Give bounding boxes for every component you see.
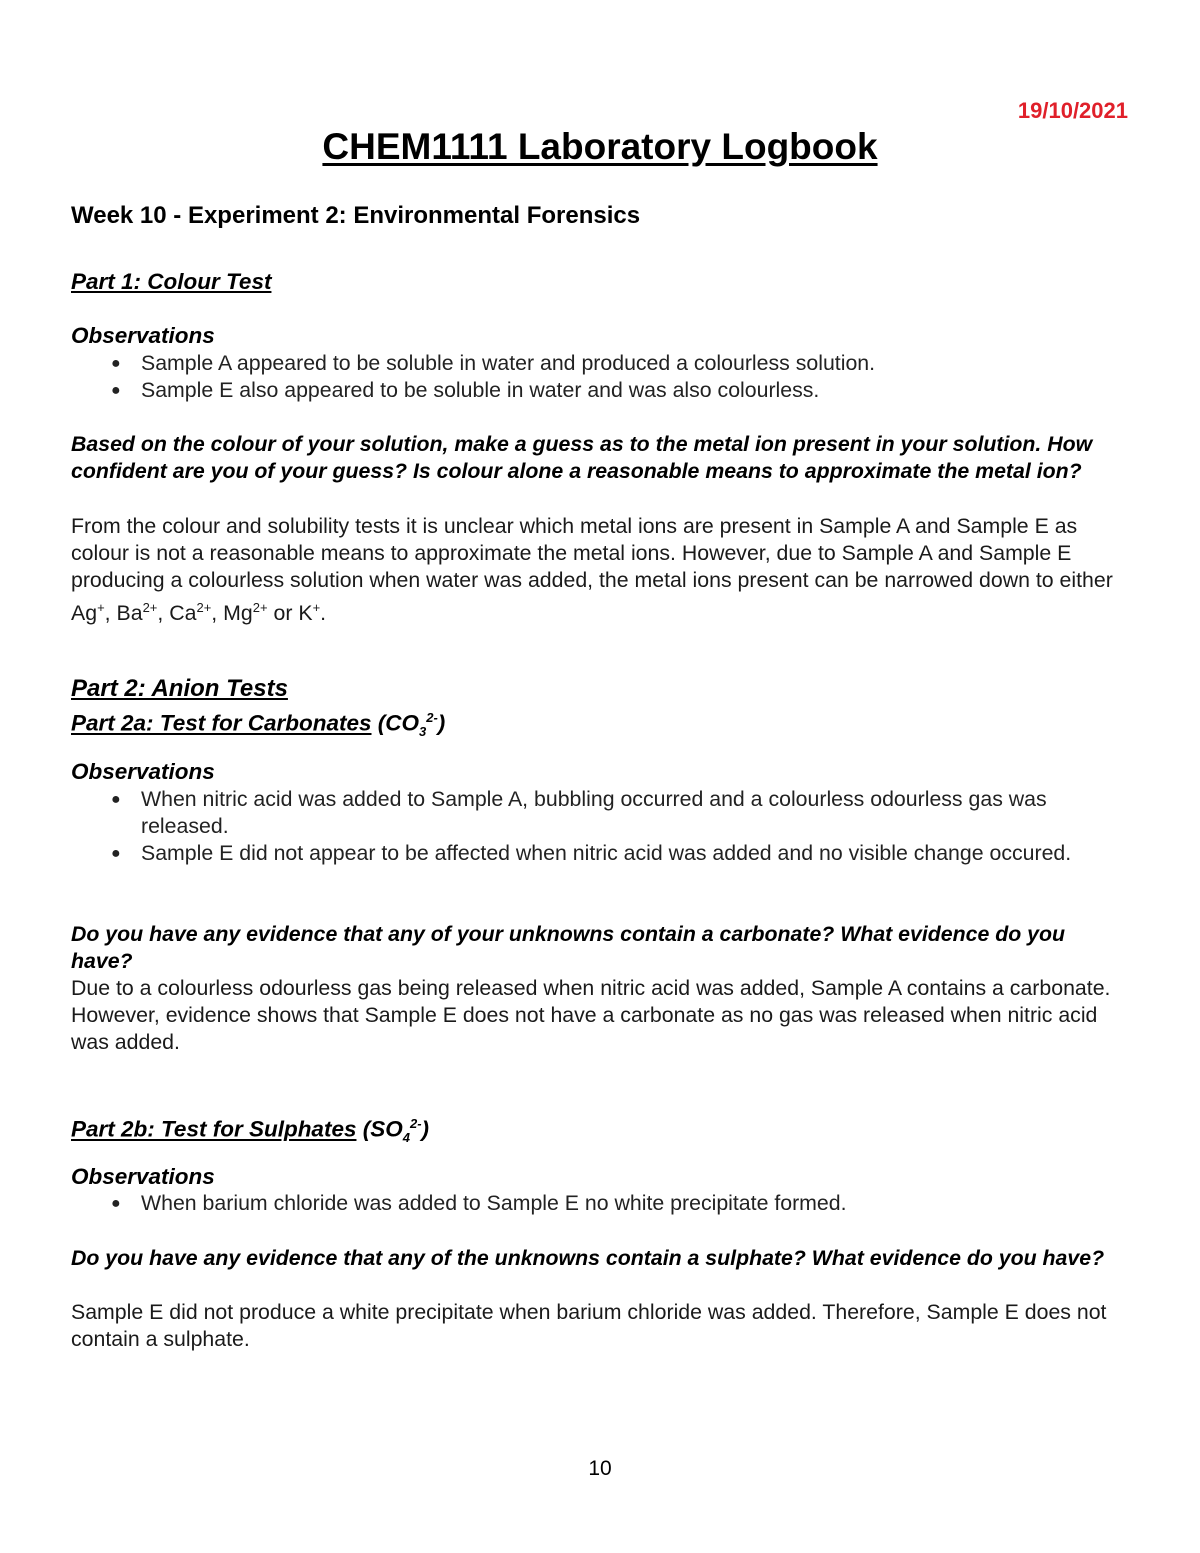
bullet-icon: ● — [111, 791, 121, 808]
part2a-observations-list — [71, 786, 1131, 867]
bullet-icon: ● — [111, 845, 121, 862]
part2b-answer: Sample E did not produce a white precipitate when barium chloride was added. Therefore, Sample E does not contain a sulphate. — [71, 1300, 1107, 1351]
part1-answer: From the colour and solubility tests it is unclear which metal ions are present in Sample A and Sample E as colour is not a reasonable means to approximate the metal ions. However, due to Sample A and Sample E producing a colourless solution when water was added, the metal ions present can be narrowed down to either Ag+, $Ba^{2+}$, $Ca^{2+}$, $Mg^{2+}$ or K+. — [71, 514, 1113, 626]
bullet-icon: ● — [111, 1195, 121, 1212]
part1-question: Based on the colour of your solution, make a guess as to the metal ion present in your solution. How confident are you of your guess? Is colour alone a reasonable means to approximate the metal ion? — [71, 432, 1093, 483]
list-item: ● When barium chloride was added to Sample E no white precipitate formed. — [111, 1191, 847, 1215]
bullet-icon: ● — [111, 382, 121, 399]
part2a-question: Do you have any evidence that any of your unknowns contain a carbonate? What evidence do you have? — [71, 922, 1066, 973]
list-item: ● Sample E also appeared to be soluble in water and was also colourless. — [111, 378, 820, 402]
part2a-answer: Due to a colourless odourless gas being released when nitric acid was added, Sample A contains a carbonate. However, evidence shows that Sample E does not have a carbonate as no gas was released when nitric acid was added. — [71, 976, 1111, 1054]
list-item: ● Sample A appeared to be soluble in water and produced a colourless solution. — [111, 351, 876, 375]
part2b-question: Do you have any evidence that any of the unknowns contain a sulphate? What evidence do you have? — [71, 1246, 1105, 1270]
list-item: ● When nitric acid was added to Sample A, bubbling occurred and a colourless odourless gas was released. — [111, 787, 1047, 838]
list-item: ● Sample E did not appear to be affected when nitric acid was added and no visible change occured. — [111, 841, 1072, 865]
part1-heading: Part 1: Colour Test — [71, 269, 272, 294]
page-title: CHEM1111 Laboratory Logbook — [322, 126, 878, 167]
week-heading: Week 10 - Experiment 2: Environmental Forensics — [71, 202, 641, 229]
part1-observations-label: Observations — [71, 323, 215, 348]
part2b-heading: Part 2b: Test for Sulphates $(SO_4^{2-})$ — [71, 1116, 430, 1145]
date-stamp: 19/10/2021 — [1017, 98, 1128, 123]
part2a-observations-label: Observations — [71, 759, 215, 784]
page-number: 10 — [588, 1457, 612, 1480]
part2-heading: Part 2: Anion Tests — [71, 675, 288, 702]
part2a-heading: Part 2a: Test for Carbonates $(CO_3^{2-})$ — [71, 710, 446, 739]
bullet-icon: ● — [111, 355, 121, 372]
part1-observations-list — [71, 350, 1131, 404]
part2b-observations-list — [71, 1190, 1131, 1217]
part2b-observations-label: Observations — [71, 1164, 215, 1189]
